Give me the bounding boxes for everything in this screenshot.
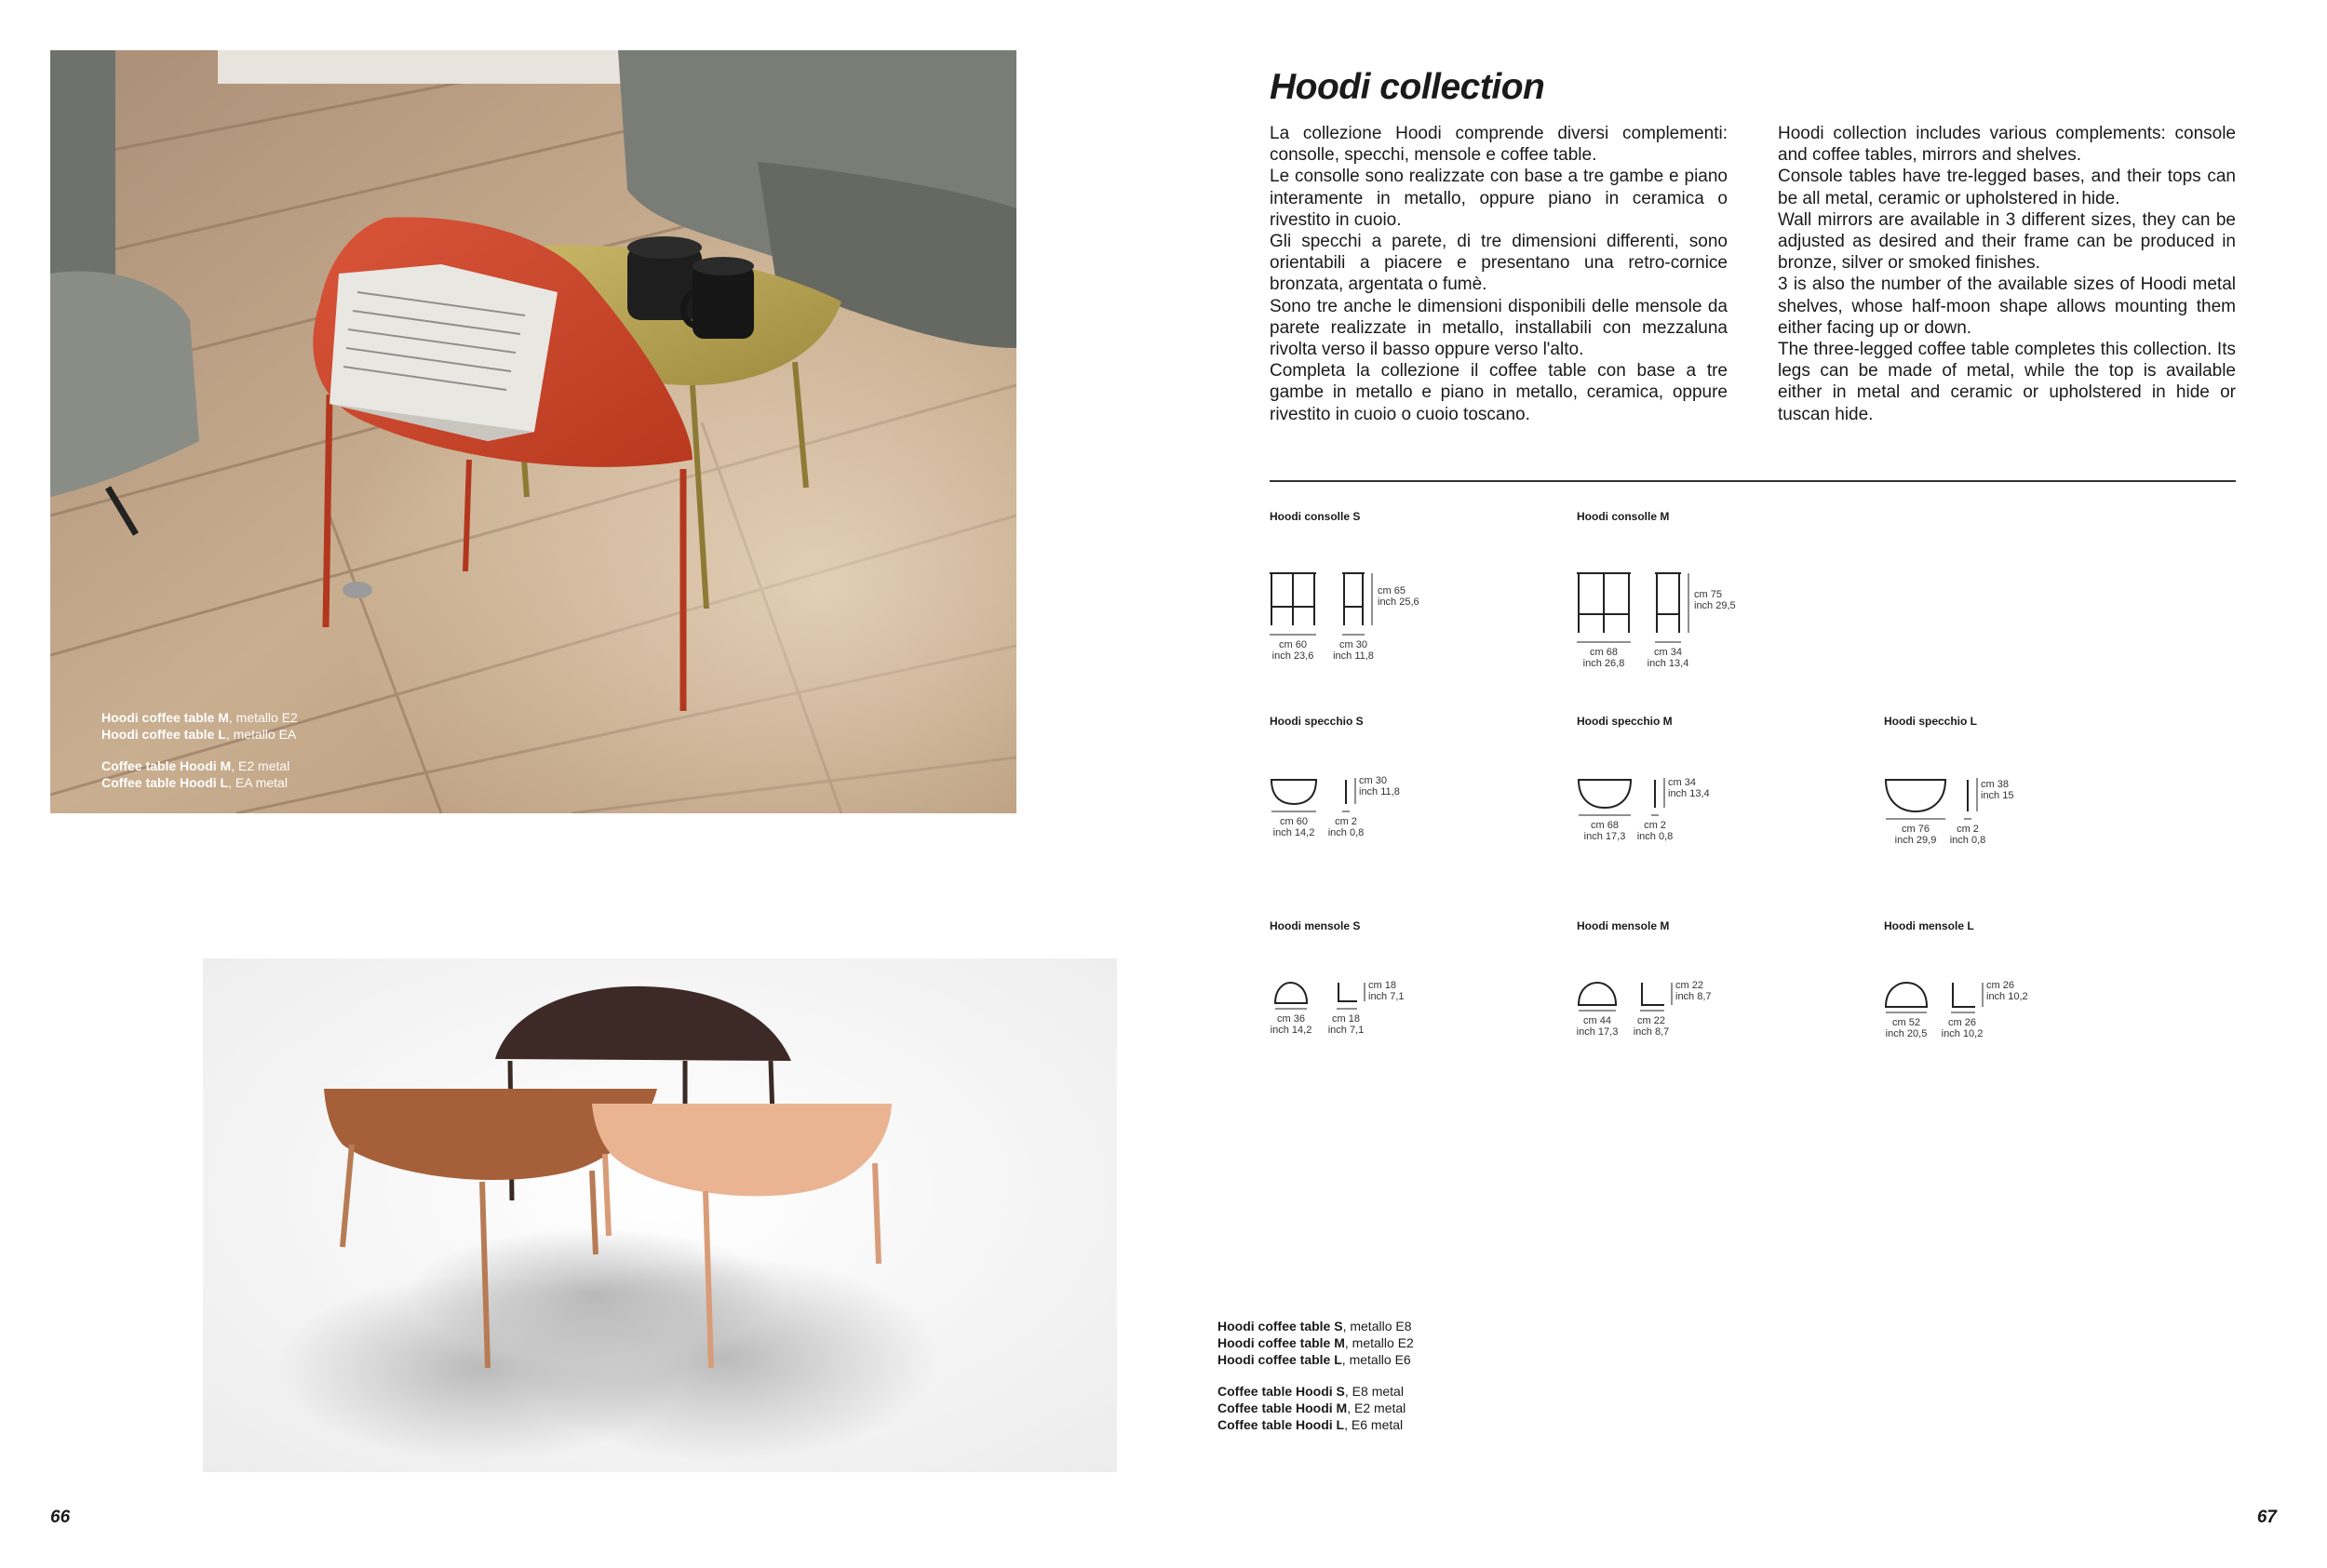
product-name: Hoodi consolle M (1577, 510, 1670, 523)
caption-line: Hoodi coffee table L, metallo EA (101, 727, 297, 742)
paragraph: La collezione Hoodi comprende diversi complementi: consolle, specchi, mensole e coffee table. (1270, 124, 1728, 166)
depth-dimension: cm 26 inch 10,2 (1941, 1017, 1984, 1039)
height-dimension: cm 22 inch 8,7 (1675, 980, 1712, 1002)
caption-line: Hoodi coffee table S, metallo E8 (1217, 1319, 1412, 1333)
mensole-l-drawing (1884, 919, 2163, 1096)
caption-line: Coffee table Hoodi L, EA metal (101, 775, 288, 790)
depth-dimension: cm 34 inch 13,4 (1647, 647, 1689, 669)
height-dimension: cm 65 inch 25,6 (1378, 585, 1419, 608)
depth-dimension: cm 22 inch 8,7 (1633, 1015, 1670, 1038)
product-specchio-m (1577, 715, 1856, 891)
paragraph: Le consolle sono realizzate con base a tre gambe e piano interamente in metallo, oppure piano in ceramica o rivestito in cuoio. (1270, 167, 1728, 230)
paragraph: Hoodi collection includes various complements: console and coffee tables, mirrors and shelves. (1778, 124, 2236, 166)
product-name: Hoodi mensole S (1270, 919, 1361, 932)
depth-dimension: cm 2 inch 0,8 (1949, 824, 1986, 846)
caption-line: Coffee table Hoodi M, E2 metal (101, 758, 290, 773)
height-dimension: cm 75 inch 29,5 (1694, 589, 1736, 611)
width-dimension: cm 60 inch 14,2 (1272, 816, 1315, 838)
caption-line: Coffee table Hoodi L, E6 metal (1217, 1417, 1404, 1432)
product-name: Hoodi specchio S (1270, 715, 1364, 728)
caption-bottom-photo (1217, 1318, 1414, 1433)
depth-dimension: cm 18 inch 7,1 (1327, 1013, 1365, 1036)
caption-line: Hoodi coffee table L, metallo E6 (1217, 1352, 1411, 1367)
mensole-s-drawing (1270, 919, 1549, 1096)
depth-dimension: cm 2 inch 0,8 (1636, 820, 1674, 842)
product-mensole-l (1884, 919, 2163, 1096)
product-mensole-s (1270, 919, 1549, 1096)
description-italian (1270, 123, 1728, 425)
width-dimension: cm 76 inch 29,9 (1894, 824, 1937, 846)
product-name: Hoodi specchio L (1884, 715, 1978, 728)
height-dimension: cm 30 inch 11,8 (1359, 775, 1400, 797)
description-english (1778, 123, 2236, 425)
section-divider (1270, 480, 2236, 482)
width-dimension: cm 68 inch 26,8 (1582, 647, 1625, 669)
product-name: Hoodi mensole M (1577, 919, 1670, 932)
product-mensole-m (1577, 919, 1856, 1096)
paragraph: Console tables have tre-legged bases, and their tops can be all metal, ceramic or upholstered in hide. (1778, 167, 2236, 208)
page-number-left: 66 (50, 1508, 71, 1527)
paragraph: Wall mirrors are available in 3 different sizes, they can be adjusted as desired and their frame can be produced in bronze, silver or smoked finishes. (1778, 209, 2236, 274)
depth-dimension: cm 30 inch 11,8 (1333, 639, 1374, 662)
height-dimension: cm 18 inch 7,1 (1368, 980, 1405, 1002)
specchio-m-drawing (1577, 715, 1856, 891)
paragraph: The three-legged coffee table completes this collection. Its legs can be made of metal, while the top is available either in metal and ceramic or upholstered in hide or tuscan hide. (1778, 340, 2236, 424)
product-consolle-m (1577, 510, 1856, 687)
paragraph: 3 is also the number of the available sizes of Hoodi metal shelves, whose half-moon shape allows mounting them either facing up or down. (1778, 275, 2236, 338)
caption-top-photo (101, 709, 298, 791)
page-title: Hoodi collection (1270, 67, 1545, 107)
product-specchio-l (1884, 715, 2163, 891)
width-dimension: cm 52 inch 20,5 (1885, 1017, 1928, 1039)
product-name: Hoodi mensole L (1884, 919, 1974, 932)
height-dimension: cm 26 inch 10,2 (1986, 980, 2028, 1002)
depth-dimension: cm 2 inch 0,8 (1327, 816, 1365, 838)
mensole-m-drawing (1577, 919, 1856, 1096)
paragraph: Sono tre anche le dimensioni disponibili delle mensole da parete realizzate in metallo, installabili con mezzaluna rivolta verso il basso oppure verso l'alto. (1270, 296, 1728, 360)
width-dimension: cm 60 inch 23,6 (1271, 639, 1314, 662)
photo-coffee-tables-living-room (50, 50, 1016, 813)
caption-line: Coffee table Hoodi M, E2 metal (1217, 1400, 1406, 1415)
page-number-right: 67 (2256, 1508, 2277, 1527)
width-dimension: cm 36 inch 14,2 (1270, 1013, 1312, 1036)
product-consolle-s (1270, 510, 1549, 687)
width-dimension: cm 68 inch 17,3 (1583, 820, 1626, 842)
caption-line: Coffee table Hoodi S, E8 metal (1217, 1384, 1404, 1399)
height-dimension: cm 38 inch 15 (1981, 779, 2014, 801)
product-specchio-s (1270, 715, 1549, 891)
paragraph: Completa la collezione il coffee table con base a tre gambe in metallo e piano in metallo, ceramica, oppure rivestito in cuoio o cuoio toscano. (1270, 361, 1728, 424)
paragraph: Gli specchi a parete, di tre dimensioni differenti, sono orientabili a piacere e presentano una retro-cornice bronzata, argentata o fumè. (1270, 232, 1728, 295)
product-name: Hoodi specchio M (1577, 715, 1673, 728)
specchio-s-drawing (1270, 715, 1549, 891)
caption-line: Hoodi coffee table M, metallo E2 (1217, 1335, 1414, 1350)
caption-line: Hoodi coffee table M, metallo E2 (101, 710, 298, 725)
product-name: Hoodi consolle S (1270, 510, 1361, 523)
height-dimension: cm 34 inch 13,4 (1668, 777, 1710, 799)
width-dimension: cm 44 inch 17,3 (1576, 1015, 1619, 1038)
photo-coffee-tables-studio (203, 958, 1117, 1472)
specchio-l-drawing (1884, 715, 2163, 891)
